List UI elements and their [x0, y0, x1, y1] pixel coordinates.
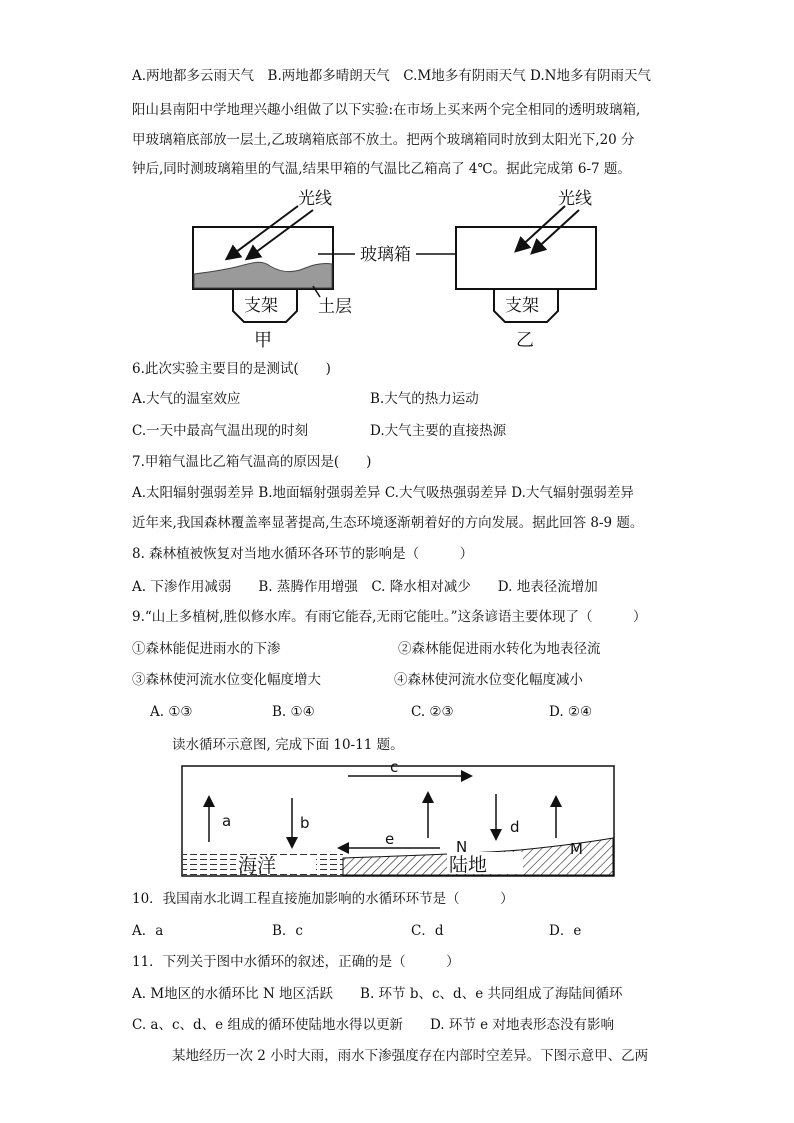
q11-options-cd: C. a、c、d、e 组成的循环使陆地水得以更新 D. 环节 e 对地表形态没有影响 — [132, 1017, 614, 1033]
intro-12: 某地经历一次 2 小时大雨，雨水下渗强度存在内部时空差异。下图示意甲、乙两 — [172, 1048, 649, 1064]
question-9: 9.“山上多植树,胜似修水库。有雨它能吞,无雨它能吐。”这条谚语主要体现了（ ） — [132, 609, 647, 625]
q10-option-c: C．d — [411, 923, 444, 939]
label-e: e — [385, 830, 395, 848]
label-c: c — [390, 762, 399, 776]
label-b: b — [300, 814, 310, 832]
water-cycle-figure — [0, 762, 794, 882]
box-yi-label: 乙 — [516, 330, 534, 351]
light-label-yi: 光线 — [558, 189, 592, 209]
soil-label: 土层 — [318, 297, 352, 317]
light-label-jia: 光线 — [298, 189, 332, 209]
question-8: 8. 森林植被恢复对当地水循环各环节的影响是（ ） — [132, 546, 474, 562]
experiment-intro-line2: 甲玻璃箱底部放一层土,乙玻璃箱底部不放土。把两个玻璃箱同时放到太阳光下,20 分 — [132, 132, 635, 148]
q9-statement-3: ③森林使河流水位变化幅度增大 — [132, 672, 321, 688]
q8-options: A. 下渗作用减弱 B. 蒸腾作用增强 C. 降水相对减少 D. 地表径流增加 — [132, 579, 598, 595]
intro-10-11: 读水循环示意图, 完成下面 10-11 题。 — [172, 737, 404, 753]
q7-options: A.太阳辐射强弱差异 B.地面辐射强弱差异 C.大气吸热强弱差异 D.大气辐射强弱差异 — [132, 485, 634, 501]
q10-option-b: B．c — [272, 923, 303, 939]
soil-layer — [194, 262, 332, 288]
stand-label-yi: 支架 — [505, 296, 539, 316]
label-d: d — [510, 818, 520, 836]
q10-option-d: D．e — [549, 923, 582, 939]
box-jia-label: 甲 — [254, 330, 272, 351]
experiment-intro-line3: 钟后,同时测玻璃箱里的气温,结果甲箱的气温比乙箱高了 4℃。据此完成第 6-7 题。 — [132, 161, 631, 177]
ocean-label: 海洋 — [238, 855, 277, 877]
label-N: N — [456, 838, 468, 856]
experiment-intro-line1: 阳山县南阳中学地理兴趣小组做了以下实验:在市场上买来两个完全相同的透明玻璃箱, — [132, 102, 641, 118]
label-a: a — [222, 812, 232, 830]
q5-options: A.两地都多云雨天气 B.两地都多晴朗天气 C.M地多有阴雨天气 D.N地多有阴雨天气 — [132, 68, 651, 84]
intro-8-9: 近年来,我国森林覆盖率显著提高,生态环境逐渐朝着好的方向发展。据此回答 8-9 题。 — [132, 515, 644, 531]
land-label: 陆地 — [449, 854, 488, 876]
q6-option-d: D.大气主要的直接热源 — [370, 423, 507, 439]
q9-option-d: D. ②④ — [549, 704, 593, 720]
q9-statement-2: ②森林能促进雨水转化为地表径流 — [398, 641, 601, 657]
box-yi — [456, 189, 596, 351]
label-M: M — [570, 840, 583, 858]
question-10: 10．我国南水北调工程直接施加影响的水循环环节是（ ） — [132, 891, 514, 907]
q6-option-b: B.大气的热力运动 — [370, 391, 479, 407]
question-11: 11．下列关于图中水循环的叙述，正确的是（ ） — [132, 954, 460, 970]
q9-statement-1: ①森林能促进雨水的下渗 — [132, 641, 281, 657]
q9-option-a: A. ①③ — [150, 704, 193, 720]
glass-box-experiment-figure — [0, 186, 794, 356]
q9-option-c: C. ②③ — [411, 704, 454, 720]
glass-box-label: 玻璃箱 — [360, 245, 411, 265]
q9-statement-4: ④森林使河流水位变化幅度减小 — [394, 672, 583, 688]
question-6: 6.此次实验主要目的是测试( ) — [132, 361, 331, 377]
stand-label-jia: 支架 — [244, 296, 278, 316]
q9-option-b: B. ①④ — [272, 704, 315, 720]
q11-options-ab: A. M地区的水循环比 N 地区活跃 B. 环节 b、c、d、e 共同组成了海陆间循环 — [132, 986, 623, 1002]
question-7: 7.甲箱气温比乙箱气温高的原因是( ) — [132, 454, 372, 470]
box-jia — [193, 189, 352, 351]
q10-option-a: A．a — [132, 923, 164, 939]
q6-option-a: A.大气的温室效应 — [132, 391, 241, 407]
q6-option-c: C.一天中最高气温出现的时刻 — [132, 423, 309, 439]
